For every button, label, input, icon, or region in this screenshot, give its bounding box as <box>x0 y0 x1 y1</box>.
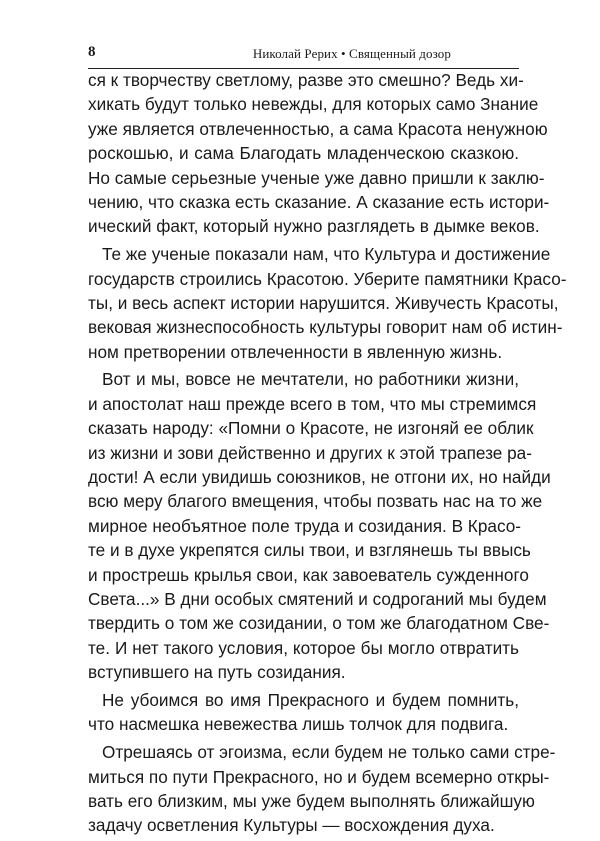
paragraph <box>88 367 551 684</box>
text-line: те. И нет такого условия, которое бы могло отвратить <box>88 637 519 658</box>
text-line: дости! А если увидишь союзников, не отгони их, но найди <box>88 467 551 488</box>
paragraph <box>88 688 519 737</box>
text-line: государств строились Красотою. Уберите памятники Красо- <box>88 268 567 289</box>
text-line: твердить о том же созидании, о том же благодатном Све- <box>88 613 550 634</box>
text-line: Те же ученые показали нам, что Культура и достижение <box>102 244 551 265</box>
text-line: уже является отвлеченностью, а сама Красота ненужною <box>88 118 548 139</box>
paragraph <box>88 740 556 838</box>
text-line: из жизни и зови действенно и других к этой трапезе ра- <box>88 442 532 463</box>
text-line: Вот и мы, вовсе не мечтатели, но работники жизни, <box>102 369 519 390</box>
text-line: роскошью, и сама Благодать младенческою сказкою. <box>88 143 519 164</box>
text-line: вать его близким, мы уже будем выполнять ближайшую <box>88 790 535 811</box>
text-line: мирное необъятное поле труда и созидания. В Красо- <box>88 515 522 536</box>
text-line: Но самые серьезные ученые уже давно пришли к заклю- <box>88 167 545 188</box>
text-line: задачу осветления Культуры — восхождения духа. <box>88 815 495 836</box>
paragraph <box>88 242 567 364</box>
text-line: те и в духе укрепятся силы твои, и взглянешь ты ввысь <box>88 540 531 561</box>
text-line: Не убоимся во имя Прекрасного и будем помнить, <box>102 689 519 710</box>
text-line: Отрешаясь от эгоизма, если будем не только сами стре- <box>102 742 556 763</box>
text-line: что насмешка невежества лишь толчок для подвига. <box>88 714 509 735</box>
page-header <box>88 42 519 69</box>
running-title: Николай Рерих • Священный дозор <box>252 46 451 61</box>
text-line: хикать будут только невежды, для которых само Знание <box>88 94 539 115</box>
text-line: ся к творчеству светлому, разве это смешно? Ведь хи- <box>88 70 524 90</box>
text-line: ном претворении отвлеченности в явленную жизнь. <box>88 341 503 362</box>
text-line: ический факт, который нужно разглядеть в дымке веков. <box>88 216 540 237</box>
body-text <box>88 68 567 841</box>
text-line: сказать народу: «Помни о Красоте, не изгоняй ее облик <box>88 418 534 439</box>
paragraph <box>88 68 550 239</box>
text-line: и апостолат наш прежде всего в том, что мы стремимся <box>88 393 537 414</box>
text-line: вступившего на путь созидания. <box>88 662 346 683</box>
text-line: ты, и весь аспект истории нарушится. Живучесть Красоты, <box>88 292 559 313</box>
text-line: чению, что сказка есть сказание. А сказание есть истори- <box>88 191 550 212</box>
text-line: всю меру благого вмещения, чтобы позвать нас на то же <box>88 491 543 512</box>
text-line: Света...» В дни особых смятений и содроганий мы будем <box>88 588 547 609</box>
text-line: и прострешь крылья свои, как завоеватель сужденного <box>88 564 529 585</box>
page-number: 8 <box>88 44 96 60</box>
text-line: миться по пути Прекрасного, но и будем всемерно откры- <box>88 766 550 787</box>
text-line: вековая жизнеспособность культуры говорит нам об истин- <box>88 317 563 338</box>
